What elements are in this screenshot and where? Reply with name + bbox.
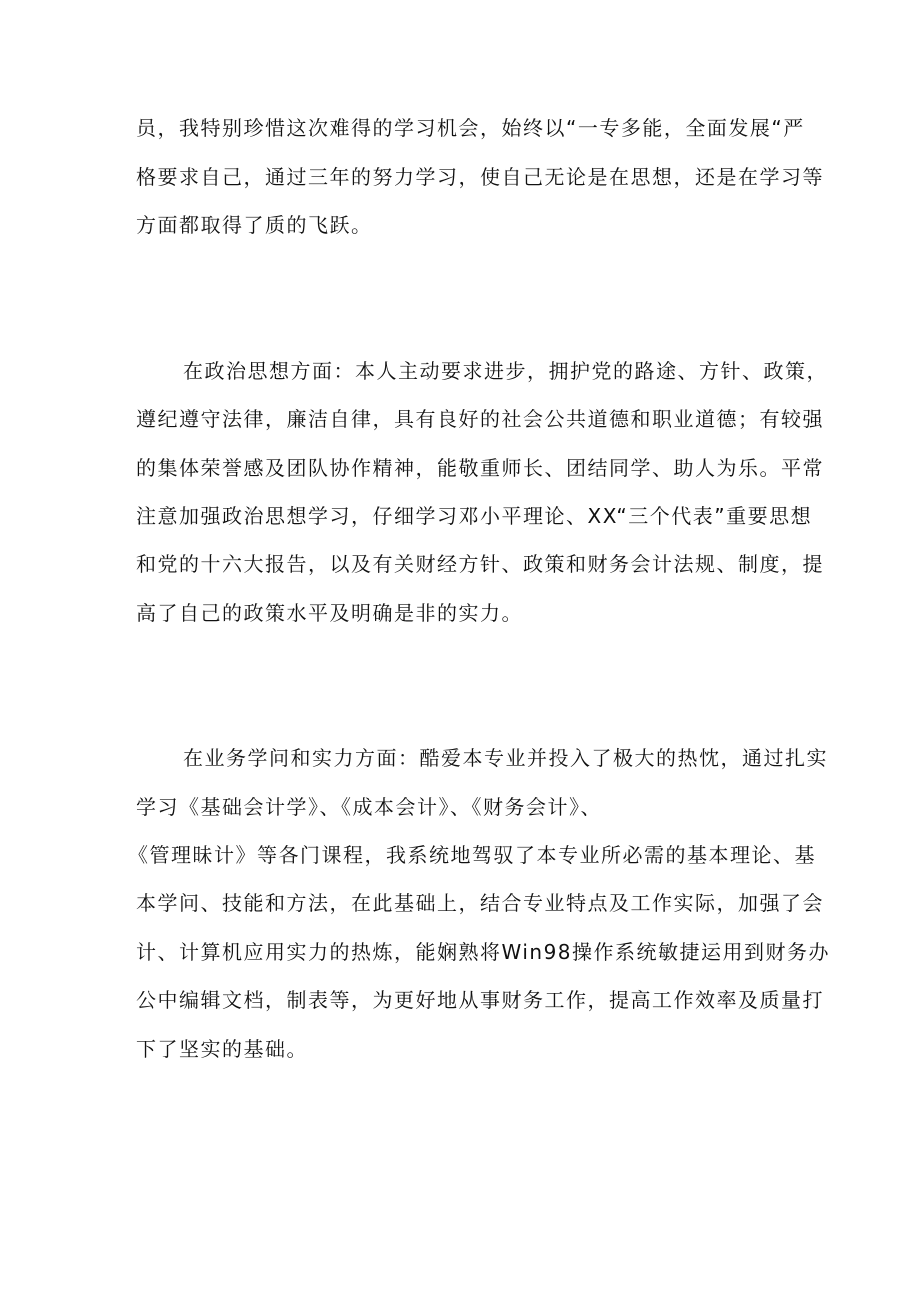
paragraph-line: 《管理昧计》等各门课程，我系统地驾驭了本专业所必需的基本理论、基 — [128, 843, 816, 867]
paragraph-line: 本学问、技能和方法，在此基础上，结合专业特点及工作实际，加强了会 — [136, 891, 824, 915]
paragraph-line: 注意加强政治思想学习，仔细学习邓小平理论、XX“三个代表”重要思想 — [136, 504, 813, 528]
paragraph-line: 公中编辑文档，制表等，为更好地从事财务工作，提高工作效率及质量打 — [136, 988, 824, 1012]
paragraph-line: 的集体荣誉感及团队协作精神，能敬重师长、团结同学、助人为乐。平常 — [136, 456, 824, 480]
paragraph-line: 高了自己的政策水平及明确是非的实力。 — [136, 601, 523, 625]
paragraph-line: 计、计算机应用实力的热炼，能娴熟将Win98操作系统敏捷运用到财务办 — [136, 940, 831, 964]
paragraph-line: 在政治思想方面：本人主动要求进步，拥护党的路途、方针、政策， — [183, 359, 828, 383]
paragraph-line: 遵纪遵守法律，廉洁自律，具有良好的社会公共道德和职业道德；有较强 — [136, 407, 824, 431]
paragraph-line: 在业务学问和实力方面：酷爱本专业并投入了极大的热忱，通过扎实 — [183, 746, 828, 770]
paragraph-line: 格要求自己，通过三年的努力学习，使自己无论是在思想，还是在学习等 — [136, 165, 824, 189]
paragraph-line: 员，我特别珍惜这次难得的学习机会，始终以“一专多能，全面发展“严 — [136, 116, 805, 140]
paragraph-line: 学习《基础会计学》、《成本会计》、《财务会计》、 — [136, 795, 602, 819]
paragraph-line: 方面都取得了质的飞跃。 — [136, 213, 373, 237]
paragraph-line: 和党的十六大报告，以及有关财经方针、政策和财务会计法规、制度，提 — [136, 552, 824, 576]
paragraph-line: 下了坚实的基础。 — [136, 1037, 308, 1061]
